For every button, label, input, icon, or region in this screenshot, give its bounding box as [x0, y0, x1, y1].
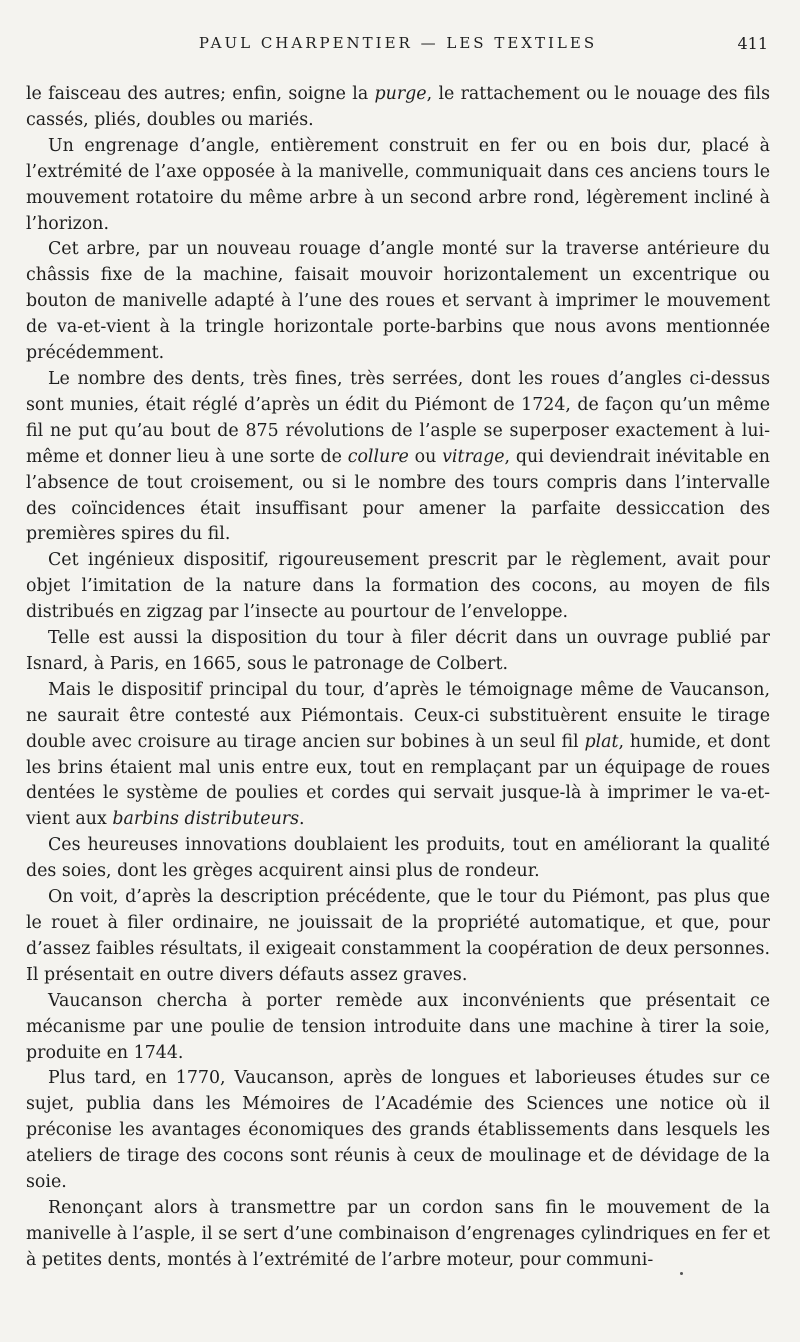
paragraph [26, 678, 770, 833]
print-speck [680, 1272, 683, 1275]
italic-term: collure [347, 446, 409, 467]
text-run: . [299, 809, 305, 830]
italic-term: vitrage [442, 446, 505, 467]
running-title: PAUL CHARPENTIER — LES TEXTILES [198, 34, 598, 52]
text-run: Un engrenage d’angle, entièrement construit en fer ou en bois dur, placé à l’extrémité de l’axe opposée à la manivelle, communiquait dans ces anciens tours le mouvement rotatoire du même arbre à un second arbre rond, légèrement incliné à l’horizon. [26, 135, 770, 234]
body-text [26, 82, 770, 1274]
italic-term: plat [584, 731, 619, 752]
paragraph [26, 989, 770, 1067]
text-run: Telle est aussi la disposition du tour à filer décrit dans un ouvrage publié par Isnard, à Paris, en 1665, sous le patronage de Colbert. [26, 628, 770, 674]
paragraph [26, 1196, 770, 1274]
text-run: Cet ingénieux dispositif, rigoureusement prescrit par le règlement, avait pour objet l’imitation de la nature dans la formation des cocons, au moyen de fils distribués en zigzag par l’insecte au pourtour de l’enveloppe. [26, 550, 770, 623]
paragraph [26, 367, 770, 548]
text-run: , le rattachement ou le nouage des fils cassés, pliés, doubles ou mariés. [26, 84, 770, 130]
text-run: Le nombre des dents, très fines, très serrées, dont les roues d’angles ci-dessus sont munies, était réglé d’après un édit du Piémont de 1724, de façon qu’un même fil ne put qu’au bout de 875 révolutions de l’asple se superposer exactement à lui-même et donner lieu à une sorte de [26, 368, 770, 467]
paragraph [26, 134, 770, 238]
paragraph [26, 548, 770, 626]
text-run: Cet arbre, par un nouveau rouage d’angle monté sur la traverse antérieure du châssis fixe de la machine, faisait mouvoir horizontalement un excentrique ou bouton de manivelle adapté à l’une des roues et servant à imprimer le mouvement de va-et-vient à la tringle horizontale porte-barbins que nous avons mentionnée précédemment. [26, 239, 770, 364]
text-run: , qui deviendrait inévitable en l’absence de tout croisement, ou si le nombre des tours compris dans l’intervalle des coïncidences était insuffisant pour amener la parfaite dessiccation des premières spires du fil. [26, 446, 770, 545]
paragraph [26, 885, 770, 989]
text-run: ou [408, 446, 443, 467]
text-run: , humide, et dont les brins étaient mal unis entre eux, tout en remplaçant par un équipage de roues dentées le système de poulies et cordes qui servait jusque-là à imprimer le va-et-vient aux [26, 731, 770, 830]
paragraph [26, 833, 770, 885]
text-run: le faisceau des autres; enfin, soigne la [26, 84, 375, 104]
paragraph [26, 82, 770, 134]
text-run: Ces heureuses innovations doublaient les produits, tout en améliorant la qualité des soies, dont les grèges acquirent ainsi plus de rondeur. [26, 835, 770, 882]
italic-term: purge [374, 84, 427, 104]
text-run: Vaucanson chercha à porter remède aux inconvénients que présentait ce mécanisme par une poulie de tension introduite dans une machine à tirer la soie, produite en 1744. [26, 990, 770, 1063]
italic-term: barbins distributeurs [112, 809, 300, 830]
text-run: On voit, d’après la description précédente, que le tour du Piémont, pas plus que le rouet à filer ordinaire, ne jouissait de la propriété automatique, et que, pour d’assez faibles résultats, il exigeait constamment la coopération de deux personnes. Il présentait en outre divers défauts assez graves. [26, 887, 770, 985]
text-run: Plus tard, en 1770, Vaucanson, après de longues et laborieuses études sur ce sujet, publia dans les Mémoires de l’Académie des Sciences une notice où il préconise les avantages économiques des grands établissements dans lesquels les ateliers de tirage des cocons sont réunis à ceux de moulinage et de dévidage de la soie. [26, 1068, 770, 1193]
text-run: Mais le dispositif principal du tour, d’après le témoignage même de Vaucanson, ne saurait être contesté aux Piémontais. Ceux-ci substituèrent ensuite le tirage double avec croisure au tirage ancien sur bobines à un seul fil [26, 679, 770, 752]
paragraph [26, 237, 770, 367]
page-header [26, 34, 770, 62]
page-number: 411 [737, 34, 768, 53]
paragraph [26, 626, 770, 678]
text-run: Renonçant alors à transmettre par un cordon sans fin le mouvement de la manivelle à l’asple, il se sert d’une combinaison d’engrenages cylindriques en fer et à petites dents, montés à l’extrémité de l’arbre moteur, pour communi- [26, 1197, 770, 1270]
paragraph [26, 1066, 770, 1196]
